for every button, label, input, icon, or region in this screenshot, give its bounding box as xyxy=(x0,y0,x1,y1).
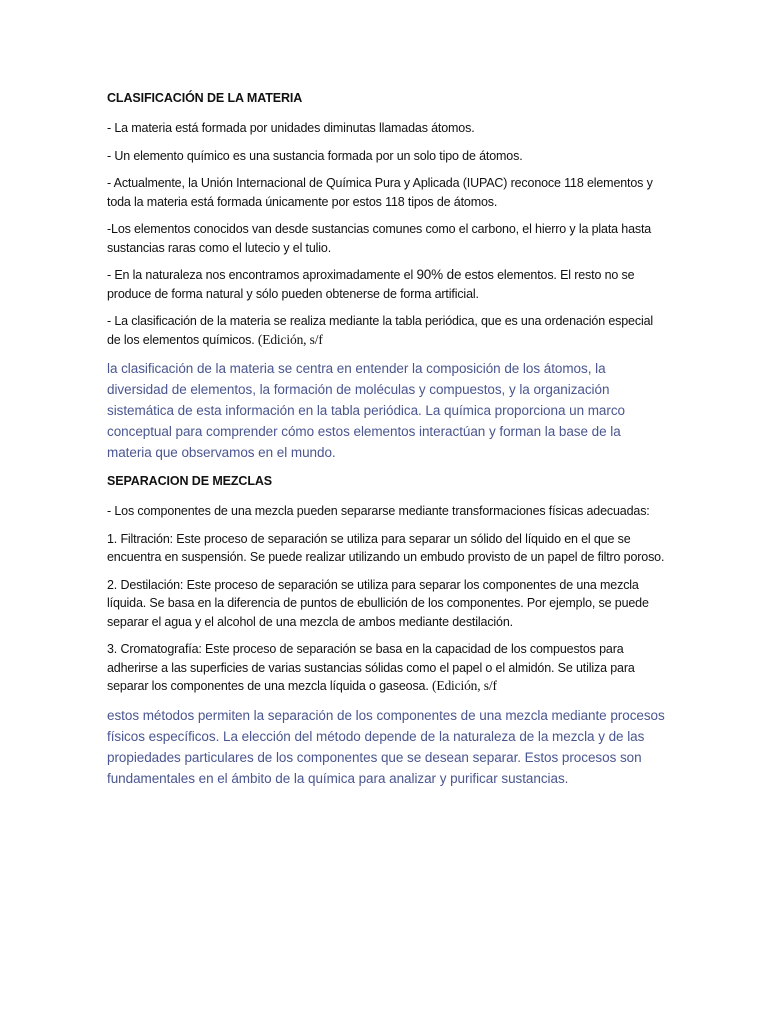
bullet-elemento-quimico: - Un elemento químico es una sustancia formada por un solo tipo de átomos. xyxy=(107,148,523,163)
summary-clasificacion: la clasificación de la materia se centra en entender la composición de los átomos, la diversidad de elementos, la formación de moléculas y compuestos, y la organización sistemática de esta información en la tabla periódica. La química proporciona un marco conceptual para comprender cómo estos elementos interactúan y forman la base de la materia que observamos en el mundo. xyxy=(107,361,625,460)
item-destilacion: 2. Destilación: Este proceso de separación se utiliza para separar los componentes de una mezcla líquida. Se basa en la diferencia de puntos de ebullición de los componentes. Por ejemplo, se puede separar el agua y el alcohol de una mezcla de ambos mediante destilación. xyxy=(107,577,649,629)
summary-separacion: estos métodos permiten la separación de los componentes de una mezcla mediante procesos físicos específicos. La elección del método depende de la naturaleza de la mezcla y de las propiedades particulares de los componentes que se desean separar. Estos procesos son fundamentales en el ámbito de la química para analizar y purificar sustancias. xyxy=(107,707,665,786)
citation: (Edición, s/f xyxy=(432,678,497,693)
bullet-iupac: - Actualmente, la Unión Internacional de Química Pura y Aplicada (IUPAC) reconoce 118 elementos y toda la materia está formada únicamente por estos 118 tipos de átomos. xyxy=(107,176,653,209)
item-cromatografia-text: 3. Cromatografía: Este proceso de separación se basa en la capacidad de los compuestos para adherirse a las superficies de varias sustancias sólidas como el papel o el almidón. Se utiliza para separar los componentes de una mezcla líquida o gaseosa. xyxy=(107,642,635,693)
bullet-naturaleza-after: estos elementos. El resto no se produce de forma natural y sólo pueden obtenerse de forma artificial. xyxy=(107,268,635,301)
separacion-intro: - Los componentes de una mezcla pueden separarse mediante transformaciones físicas adecuadas: xyxy=(107,504,650,518)
document-page xyxy=(107,90,667,799)
citation: (Edición, s/f xyxy=(257,331,323,347)
bullet-naturaleza-pct: 90% de xyxy=(416,267,462,282)
bullet-tabla-periodica xyxy=(107,312,667,349)
item-cromatografia xyxy=(107,640,667,696)
bullet-elementos-conocidos: -Los elementos conocidos van desde sustancias comunes como el carbono, el hierro y la plata hasta sustancias raras como el lutecio y el tulio. xyxy=(107,222,652,255)
item-filtracion: 1. Filtración: Este proceso de separación se utiliza para separar un sólido del líquido en el que se encuentra en suspensión. Se puede realizar utilizando un embudo provisto de un papel de filtro poroso. xyxy=(107,531,665,564)
section-title-clasificacion: CLASIFICACIÓN DE LA MATERIA xyxy=(107,91,303,105)
bullet-naturaleza-before: - En la naturaleza nos encontramos aproximadamente el xyxy=(107,268,417,282)
section-title-separacion: SEPARACION DE MEZCLAS xyxy=(107,474,273,488)
bullet-naturaleza xyxy=(107,266,667,303)
bullet-tabla-periodica-text: - La clasificación de la materia se realiza mediante la tabla periódica, que es una ordenación especial de los elementos químicos. xyxy=(107,314,653,347)
bullet-atomos: - La materia está formada por unidades diminutas llamadas átomos. xyxy=(107,121,475,135)
